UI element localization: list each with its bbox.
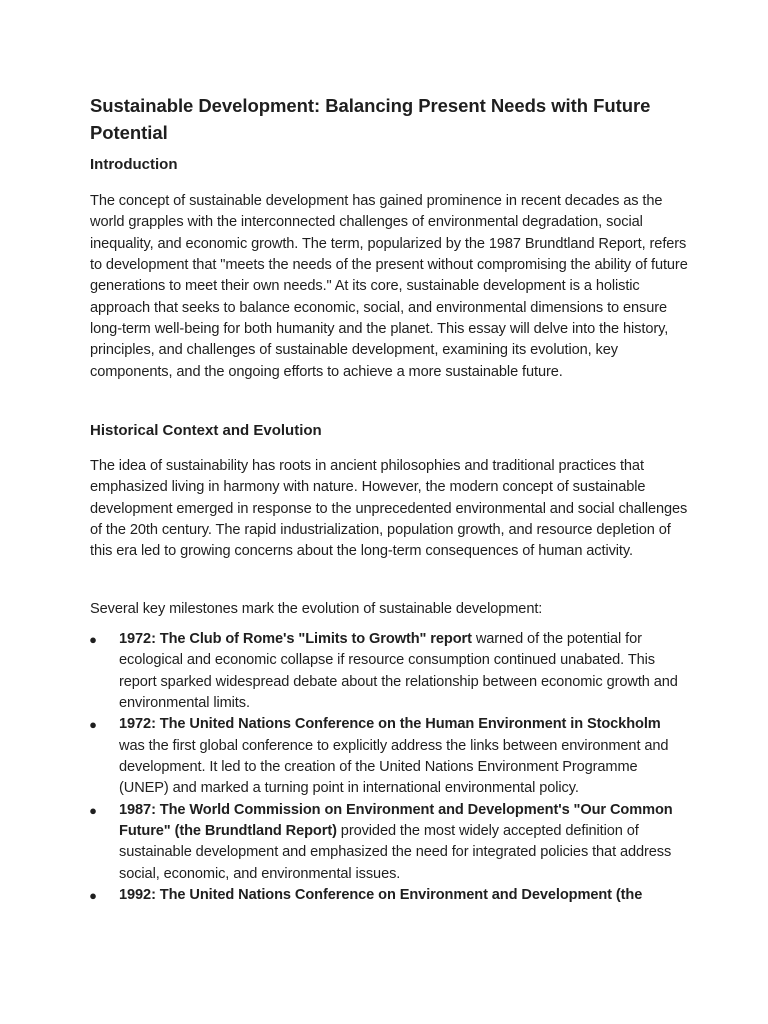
milestone-text: provided the most widely accepted definition of sustainable development and emphasized the need for integrated policies that address social, economic, and environmental issues. (119, 823, 672, 882)
bullet-icon: ● (89, 802, 97, 818)
bullet-icon: ● (89, 632, 97, 647)
milestone-heading: 1972: The United Nations Conference on the Human Environment in Stockholm (119, 716, 661, 733)
milestone-heading: 1992: The United Nations Conference on Environment and Development (the (119, 887, 643, 904)
list-item (90, 800, 690, 885)
historical-context-paragraph: The idea of sustainability has roots in ancient philosophies and traditional practices that emphasized living in harmony with nature. However, the modern concept of sustainable development emerged in response to the unprecedented environmental and social challenges of the 20th century. The rapid industrialization, population growth, and resource depletion of this era led to growing concerns about the long-term consequences of human activity. (90, 458, 688, 560)
milestone-list (90, 629, 690, 906)
milestone-heading: 1987: The World Commission on Environment and Development's "Our Common Future" (the Brundtland Report) (119, 801, 673, 840)
section-heading-historical-context: Historical Context and Evolution (90, 422, 322, 439)
milestone-text: was the first global conference to explicitly address the links between environment and development. It led to the creation of the United Nations Environment Programme (UNEP) and marked a turning point in international environmental policy. (119, 737, 669, 797)
list-item (90, 629, 690, 714)
section-heading-introduction: Introduction (90, 156, 178, 173)
document-title: Sustainable Development: Balancing Present Needs with Future Potential (90, 95, 651, 143)
list-item (90, 885, 690, 906)
milestone-text: warned of the potential for ecological and economic collapse if resource consumption continued unabated. This report sparked widespread debate about the relationship between economic growth and environmental limits. (119, 631, 678, 712)
bullet-icon: ● (89, 888, 97, 904)
bullet-icon: ● (89, 717, 97, 733)
list-item (90, 714, 690, 799)
milestone-heading: 1972: The Club of Rome's "Limits to Growth" report (119, 631, 472, 647)
introduction-paragraph: The concept of sustainable development has gained prominence in recent decades as the world grapples with the interconnected challenges of environmental degradation, social inequality, and economic growth. The term, popularized by the 1987 Brundtland Report, refers to development that "meets the needs of the present without compromising the ability of future generations to meet their own needs." At its core, sustainable development is a holistic approach that seeks to balance economic, social, and environmental dimensions to ensure long-term well-being for both humanity and the planet. This essay will delve into the history, principles, and challenges of sustainable development, examining its evolution, key components, and the ongoing efforts to achieve a more sustainable future. (90, 193, 688, 380)
milestones-intro-paragraph: Several key milestones mark the evolution of sustainable development: (90, 601, 543, 617)
